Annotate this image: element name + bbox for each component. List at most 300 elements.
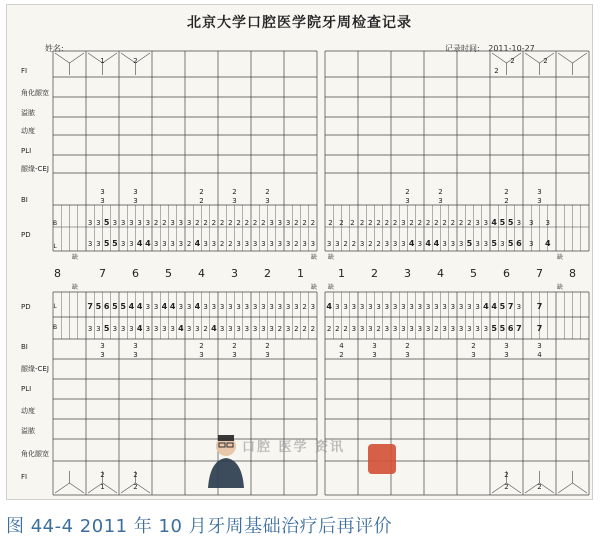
bi-value: 2 xyxy=(471,342,476,350)
pd-sub-label: B xyxy=(52,324,58,331)
tooth-number: 3 xyxy=(231,267,238,280)
pd-value: 3 xyxy=(162,240,167,248)
pd-value: 2 xyxy=(153,219,159,227)
missing-marker: 缺 xyxy=(556,284,564,291)
pd-value: 7 xyxy=(507,302,514,311)
pd-value: 3 xyxy=(285,325,291,333)
pd-value: 4 xyxy=(433,239,440,248)
bi-value: 3 xyxy=(133,197,138,205)
pd-value: 2 xyxy=(203,219,208,227)
bi-value: 3 xyxy=(504,342,509,350)
row-label-upper: BI xyxy=(21,196,28,204)
pd-value: 2 xyxy=(376,219,381,227)
pd-value: 3 xyxy=(475,325,480,333)
pd-value: 2 xyxy=(458,219,464,227)
pd-value: 7 xyxy=(87,302,93,311)
pd-value: 2 xyxy=(244,219,250,227)
pd-value: 5 xyxy=(499,324,506,333)
bi-value: 3 xyxy=(504,351,509,359)
fi-value: 2 xyxy=(133,57,138,65)
pd-value: 3 xyxy=(129,219,134,227)
pd-value: 3 xyxy=(450,240,456,248)
pd-value: 3 xyxy=(178,303,184,311)
pd-value: 2 xyxy=(425,219,431,227)
pd-value: 5 xyxy=(499,302,506,311)
pd-value: 3 xyxy=(475,219,480,227)
fi-value: 2 xyxy=(100,471,105,479)
fi-value: 2 xyxy=(133,483,138,491)
pd-value: 3 xyxy=(269,325,274,333)
bi-value: 3 xyxy=(133,351,138,359)
pd-value: 2 xyxy=(219,240,225,248)
pd-value: 2 xyxy=(392,219,398,227)
pd-value: 3 xyxy=(219,325,225,333)
pd-value: 3 xyxy=(186,219,192,227)
bi-value: 3 xyxy=(372,351,377,359)
fi-value: 2 xyxy=(537,483,542,491)
pd-value: 3 xyxy=(178,219,184,227)
pd-value: 5 xyxy=(103,218,110,227)
furcation-notch-icon xyxy=(55,53,84,63)
pd-value: 3 xyxy=(392,325,398,333)
pd-value: 3 xyxy=(450,303,456,311)
pd-value: 2 xyxy=(350,219,355,227)
pd-value: 3 xyxy=(137,219,142,227)
pd-value: 3 xyxy=(112,219,118,227)
pd-sub-label: B xyxy=(52,220,58,227)
bi-value: 3 xyxy=(232,351,237,359)
pd-value: 3 xyxy=(335,303,340,311)
fi-value: 2 xyxy=(504,483,509,491)
missing-marker: 缺 xyxy=(310,254,318,261)
pd-value: 6 xyxy=(103,302,110,311)
pd-value: 7 xyxy=(516,324,522,333)
row-label-lower: PLI xyxy=(21,385,32,393)
pd-value: 3 xyxy=(326,240,332,248)
watermark-text: 口腔 医学 资讯 xyxy=(242,440,346,455)
pd-value: 2 xyxy=(195,219,200,227)
pd-value: 2 xyxy=(252,219,258,227)
pd-value: 4 xyxy=(136,302,143,311)
pd-value: 4 xyxy=(408,239,415,248)
pd-value: 3 xyxy=(261,325,266,333)
pd-value: 3 xyxy=(376,303,381,311)
pd-value: 3 xyxy=(87,219,93,227)
pd-value: 2 xyxy=(368,219,373,227)
pd-value: 5 xyxy=(103,324,110,333)
bi-value: 2 xyxy=(339,351,344,359)
pd-value: 4 xyxy=(136,324,143,333)
bi-value: 3 xyxy=(438,197,443,205)
pd-value: 3 xyxy=(153,240,159,248)
pd-value: 5 xyxy=(112,302,118,311)
tooth-number: 1 xyxy=(297,267,304,280)
pd-value: 2 xyxy=(310,325,316,333)
furcation-notch-icon xyxy=(525,53,554,63)
pd-value: 3 xyxy=(129,240,134,248)
pd-value: 3 xyxy=(294,303,299,311)
pd-value: 3 xyxy=(458,240,464,248)
pd-value: 2 xyxy=(351,240,357,248)
pd-value: 3 xyxy=(211,240,217,248)
pd-value: 2 xyxy=(236,219,241,227)
pd-value: 3 xyxy=(96,325,101,333)
pd-value: 3 xyxy=(285,219,291,227)
pd-value: 3 xyxy=(351,325,357,333)
pd-value: 3 xyxy=(211,303,217,311)
fi-value: 1 xyxy=(100,483,105,491)
pd-value: 4 xyxy=(425,239,431,248)
pd-value: 3 xyxy=(203,303,208,311)
pd-value: 3 xyxy=(153,303,159,311)
row-label-upper: 角化龈宽 xyxy=(21,89,49,97)
tooth-number: 1 xyxy=(338,267,345,280)
row-label-upper: PLI xyxy=(21,147,32,155)
pd-value: 2 xyxy=(302,303,307,311)
pd-value: 3 xyxy=(359,325,365,333)
bi-value: 3 xyxy=(265,351,270,359)
pd-value: 2 xyxy=(376,240,381,248)
sheet-title: 北京大学口腔医学院牙周检查记录 xyxy=(187,15,412,31)
bi-value: 3 xyxy=(133,188,138,196)
pd-value: 3 xyxy=(269,240,274,248)
bi-value: 3 xyxy=(372,342,377,350)
furcation-notch-icon xyxy=(558,483,587,493)
pd-value: 2 xyxy=(434,325,439,333)
pd-value: 4 xyxy=(194,302,201,311)
pd-value: 3 xyxy=(392,240,398,248)
pd-value: 5 xyxy=(491,239,497,248)
pd-value: 3 xyxy=(277,303,283,311)
pd-value: 3 xyxy=(458,325,464,333)
pd-value: 3 xyxy=(442,303,447,311)
bi-value: 4 xyxy=(339,342,344,350)
row-label-lower: 溢脓 xyxy=(21,427,35,435)
pd-value: 3 xyxy=(244,240,250,248)
pd-value: 3 xyxy=(145,219,151,227)
bi-value: 2 xyxy=(199,342,204,350)
tooth-number: 5 xyxy=(470,267,477,280)
pd-value: 3 xyxy=(500,240,505,248)
pd-value: 2 xyxy=(343,325,348,333)
pd-value: 2 xyxy=(343,240,348,248)
row-label-lower: BI xyxy=(21,343,28,351)
periodontal-chart xyxy=(7,5,592,499)
pd-value: 3 xyxy=(162,325,167,333)
pd-value: 5 xyxy=(120,302,126,311)
tooth-number: 7 xyxy=(536,267,543,280)
pd-value: 3 xyxy=(417,240,423,248)
pd-value: 2 xyxy=(186,240,192,248)
tooth-number: 5 xyxy=(165,267,172,280)
fi-value: 1 xyxy=(100,57,105,65)
pd-value: 3 xyxy=(529,219,534,227)
bi-value: 2 xyxy=(199,197,204,205)
tooth-number: 8 xyxy=(54,267,61,280)
bi-value: 3 xyxy=(537,188,542,196)
bi-value: 2 xyxy=(232,188,237,196)
tooth-number: 4 xyxy=(437,267,444,280)
pd-value: 3 xyxy=(277,240,283,248)
pd-value: 2 xyxy=(417,219,423,227)
pd-value: 3 xyxy=(236,325,241,333)
date-label-text: 记录时间: xyxy=(445,44,480,53)
tooth-number: 8 xyxy=(569,267,576,280)
bi-value: 2 xyxy=(438,188,443,196)
pd-value: 3 xyxy=(434,303,439,311)
pd-value: 2 xyxy=(434,219,439,227)
pd-value: 3 xyxy=(269,219,274,227)
pd-value: 3 xyxy=(351,303,357,311)
pd-value: 3 xyxy=(120,219,126,227)
pd-value: 5 xyxy=(507,239,514,248)
bi-value: 2 xyxy=(232,342,237,350)
pd-value: 3 xyxy=(483,325,489,333)
pd-value: 4 xyxy=(136,239,143,248)
bi-value: 3 xyxy=(199,351,204,359)
pd-value: 3 xyxy=(310,303,316,311)
pd-value: 3 xyxy=(228,303,233,311)
figure-caption: 图 44-4 2011 年 10 月牙周基础治疗后再评价 xyxy=(6,516,393,537)
pd-value: 4 xyxy=(194,239,201,248)
pd-value: 2 xyxy=(294,240,299,248)
pd-value: 3 xyxy=(467,303,472,311)
pd-value: 3 xyxy=(359,303,365,311)
pd-value: 3 xyxy=(186,325,192,333)
pd-value: 2 xyxy=(384,219,390,227)
row-label-upper: 龈缘-CEJ xyxy=(21,165,49,173)
pd-value: 3 xyxy=(384,240,390,248)
row-label-lower: 龈缘-CEJ xyxy=(21,365,49,373)
pd-value: 3 xyxy=(442,240,447,248)
bi-value: 2 xyxy=(405,188,410,196)
pd-value: 3 xyxy=(450,325,456,333)
pd-value: 3 xyxy=(96,240,101,248)
pd-value: 5 xyxy=(95,302,102,311)
pd-value: 3 xyxy=(483,219,489,227)
pd-value: 3 xyxy=(359,240,365,248)
pd-value: 2 xyxy=(339,219,344,227)
pd-value: 3 xyxy=(244,303,250,311)
pd-value: 3 xyxy=(425,325,431,333)
pd-value: 2 xyxy=(162,219,167,227)
pd-value: 3 xyxy=(252,325,258,333)
pd-value: 3 xyxy=(368,325,373,333)
pd-value: 3 xyxy=(261,303,266,311)
tooth-number: 4 xyxy=(198,267,205,280)
bi-value: 2 xyxy=(265,188,270,196)
pd-value: 3 xyxy=(153,325,159,333)
watermark-logo xyxy=(206,430,396,488)
pd-value: 3 xyxy=(170,240,175,248)
bi-value: 3 xyxy=(133,342,138,350)
pd-sub-label: L xyxy=(53,243,57,250)
missing-marker: 缺 xyxy=(71,284,79,291)
pd-value: 5 xyxy=(466,239,473,248)
tooth-number: 2 xyxy=(264,267,271,280)
tooth-number: 6 xyxy=(132,267,139,280)
pd-value: 3 xyxy=(120,325,126,333)
pd-value: 3 xyxy=(236,240,241,248)
pd-value: 2 xyxy=(294,219,299,227)
pd-value: 3 xyxy=(145,325,151,333)
furcation-notch-icon xyxy=(492,53,521,63)
pd-value: 4 xyxy=(161,302,168,311)
pd-value: 2 xyxy=(368,240,373,248)
pd-value: 3 xyxy=(252,303,258,311)
fi-value: 2 xyxy=(494,67,499,75)
bi-value: 2 xyxy=(504,188,509,196)
pd-value: 3 xyxy=(277,219,283,227)
tooth-number: 3 xyxy=(404,267,411,280)
missing-marker: 缺 xyxy=(327,284,335,291)
pd-value: 3 xyxy=(178,240,184,248)
bi-value: 3 xyxy=(232,197,237,205)
pd-value: 2 xyxy=(442,219,447,227)
pd-value: 4 xyxy=(211,324,217,333)
pd-value: 3 xyxy=(285,303,291,311)
pd-value: 3 xyxy=(442,325,447,333)
pd-value: 3 xyxy=(236,303,241,311)
bi-value: 3 xyxy=(405,351,410,359)
pd-value: 3 xyxy=(384,303,390,311)
missing-marker: 缺 xyxy=(310,284,318,291)
pd-value: 3 xyxy=(120,240,126,248)
pd-value: 3 xyxy=(475,303,480,311)
pd-value: 3 xyxy=(302,240,307,248)
pd-value: 2 xyxy=(302,219,307,227)
pd-value: 3 xyxy=(244,325,250,333)
row-label-lower: FI xyxy=(21,473,28,481)
pd-value: 3 xyxy=(203,240,208,248)
pd-value: 5 xyxy=(103,239,110,248)
pd-value: 4 xyxy=(491,302,497,311)
pd-value: 2 xyxy=(219,219,225,227)
pd-value: 2 xyxy=(409,219,414,227)
pd-value: 3 xyxy=(252,240,258,248)
bi-value: 4 xyxy=(537,351,542,359)
pd-value: 2 xyxy=(326,325,332,333)
pd-value: 3 xyxy=(516,303,522,311)
pd-value: 2 xyxy=(277,325,283,333)
bi-value: 2 xyxy=(265,342,270,350)
pd-value: 3 xyxy=(458,303,464,311)
tooth-number: 2 xyxy=(371,267,378,280)
pd-value: 4 xyxy=(483,302,489,311)
pd-value: 2 xyxy=(302,325,307,333)
pd-value: 3 xyxy=(417,303,423,311)
pd-value: 2 xyxy=(203,325,208,333)
row-label-upper: 溢脓 xyxy=(21,109,35,117)
bi-value: 3 xyxy=(537,342,542,350)
pd-value: 3 xyxy=(186,303,192,311)
pd-value: 4 xyxy=(491,218,497,227)
pd-value: 3 xyxy=(112,325,118,333)
pd-value: 3 xyxy=(170,219,175,227)
pd-value: 3 xyxy=(343,303,348,311)
pd-value: 5 xyxy=(499,218,506,227)
pd-value: 2 xyxy=(261,219,266,227)
fi-value: 2 xyxy=(133,471,138,479)
pd-value: 3 xyxy=(467,325,472,333)
pd-value: 3 xyxy=(483,240,489,248)
pd-value: 2 xyxy=(228,219,233,227)
pd-value: 3 xyxy=(401,325,406,333)
bi-value: 3 xyxy=(471,351,476,359)
bi-value: 3 xyxy=(405,197,410,205)
pd-value: 3 xyxy=(368,303,373,311)
row-label-upper: FI xyxy=(21,67,28,75)
fi-value: 2 xyxy=(504,471,509,479)
pd-value: 6 xyxy=(507,324,514,333)
bi-value: 3 xyxy=(100,188,105,196)
tooth-number: 6 xyxy=(503,267,510,280)
fi-value: 2 xyxy=(510,57,515,65)
pd-value: 3 xyxy=(401,303,406,311)
pd-value: 4 xyxy=(544,239,551,248)
furcation-notch-icon xyxy=(558,53,587,63)
pd-value: 2 xyxy=(450,219,456,227)
bi-value: 2 xyxy=(199,188,204,196)
row-label-upper: 动度 xyxy=(21,127,35,135)
pd-value: 4 xyxy=(326,302,332,311)
pd-value: 5 xyxy=(112,239,118,248)
pd-value: 3 xyxy=(129,325,134,333)
pd-value: 2 xyxy=(294,325,299,333)
pd-value: 3 xyxy=(384,325,390,333)
pd-value: 3 xyxy=(228,325,233,333)
pd-value: 3 xyxy=(392,303,398,311)
pd-value: 2 xyxy=(376,325,381,333)
pd-value: 2 xyxy=(335,325,340,333)
furcation-notch-icon xyxy=(55,483,84,493)
pd-value: 3 xyxy=(545,219,550,227)
pd-value: 3 xyxy=(335,240,340,248)
missing-marker: 缺 xyxy=(71,254,79,261)
pd-value: 2 xyxy=(467,219,472,227)
pd-value: 5 xyxy=(507,218,514,227)
bi-value: 3 xyxy=(100,342,105,350)
seal-stamp xyxy=(368,444,396,474)
bi-value: 3 xyxy=(537,197,542,205)
pd-value: 3 xyxy=(401,240,406,248)
pd-value: 3 xyxy=(417,325,423,333)
pd-value: 3 xyxy=(285,240,291,248)
pd-value: 3 xyxy=(170,325,175,333)
row-label-lower: 角化龈宽 xyxy=(21,450,49,458)
pd-value: 3 xyxy=(87,325,93,333)
pd-value: 2 xyxy=(310,219,316,227)
pd-value: 4 xyxy=(145,239,151,248)
pd-value: 3 xyxy=(87,240,93,248)
pd-value: 3 xyxy=(409,325,414,333)
pd-sub-label: L xyxy=(53,303,57,310)
person-avatar-icon xyxy=(206,430,246,488)
row-label-lower: PD xyxy=(21,303,31,311)
pd-value: 6 xyxy=(516,239,522,248)
pd-value: 3 xyxy=(310,240,316,248)
bi-value: 3 xyxy=(265,197,270,205)
pd-value: 3 xyxy=(269,303,274,311)
tooth-number: 7 xyxy=(99,267,106,280)
pd-value: 2 xyxy=(211,219,217,227)
name-label: 姓名: xyxy=(45,44,64,53)
record-sheet xyxy=(6,4,593,500)
pd-value: 3 xyxy=(219,303,225,311)
pd-value: 3 xyxy=(261,240,266,248)
bi-value: 2 xyxy=(504,197,509,205)
pd-value: 3 xyxy=(195,325,200,333)
